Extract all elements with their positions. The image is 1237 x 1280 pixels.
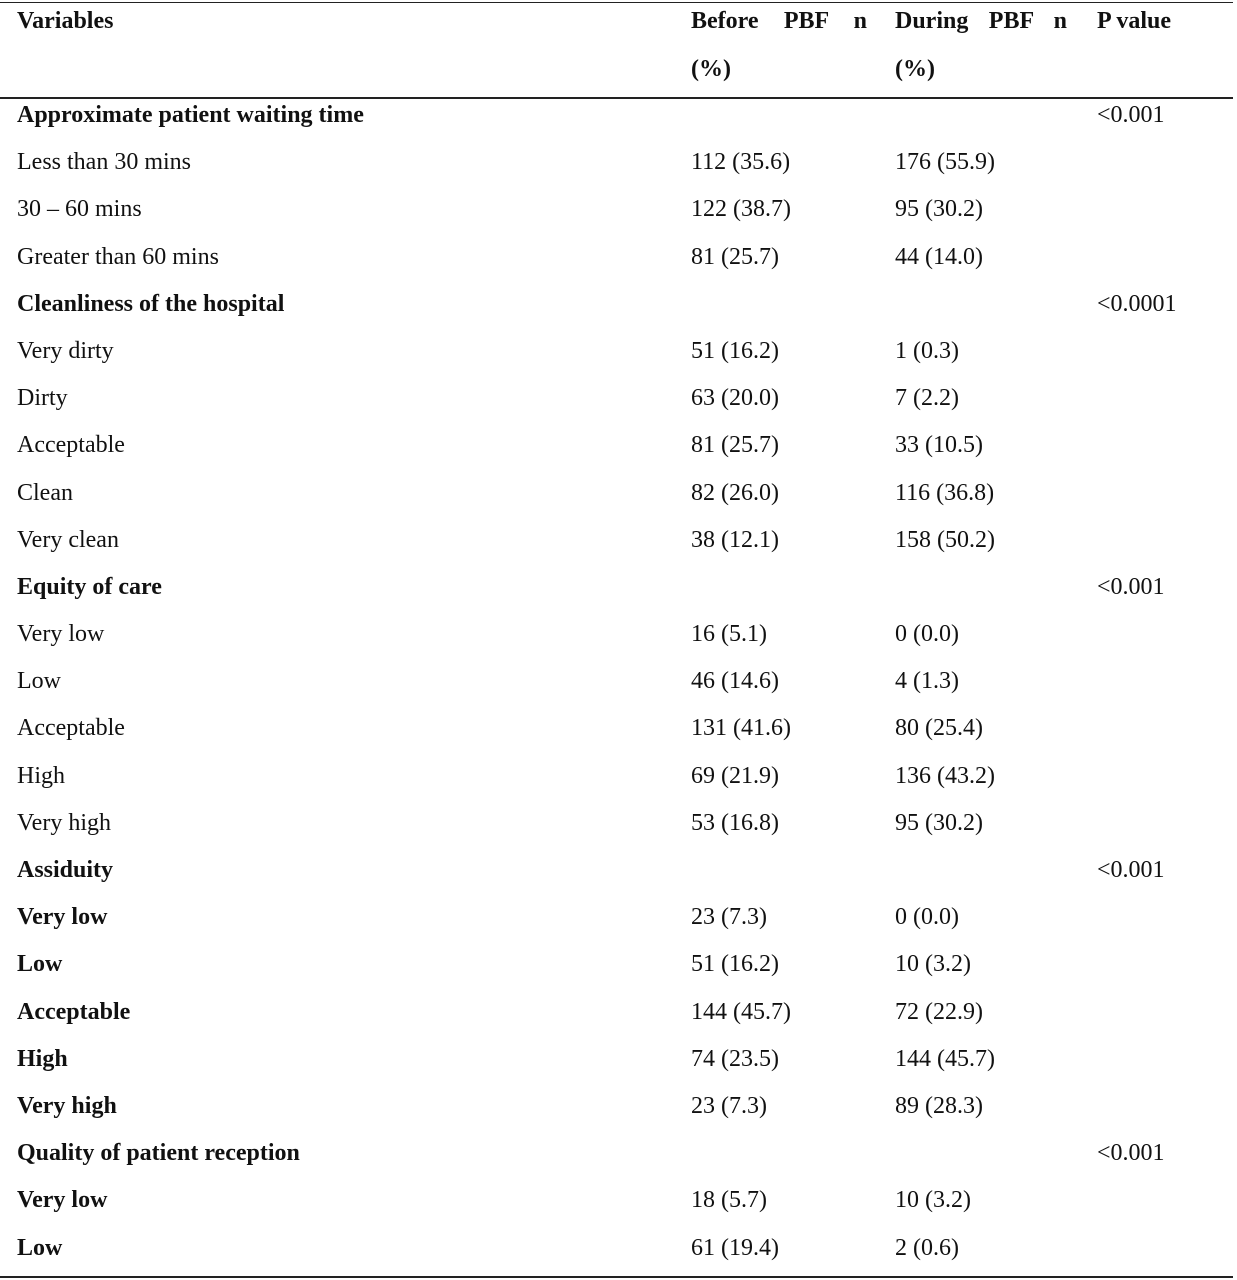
table-row [0,941,1237,988]
table-body [0,92,1237,1272]
row-during-pbf: 136 (43.2) [895,762,995,789]
table-row [0,1036,1237,1083]
table-row [0,1130,1237,1177]
row-during-pbf: 158 (50.2) [895,526,995,553]
row-variable: 30 – 60 mins [17,196,142,223]
row-during-pbf: 89 (28.3) [895,1092,983,1119]
header-before-pbf: Before PBF n [691,8,867,34]
row-before-pbf: 51 (16.2) [691,337,779,364]
row-before-pbf: 18 (5.7) [691,1187,767,1214]
table-row [0,328,1237,375]
table-row [0,186,1237,233]
table-header [0,0,1237,97]
row-during-pbf: 116 (36.8) [895,479,995,506]
header-variables: Variables [17,8,114,34]
table-row [0,611,1237,658]
row-variable: Very clean [17,526,119,553]
header-p-value: P value [1097,8,1172,34]
row-before-pbf: 51 (16.2) [691,951,779,978]
row-variable: Quality of patient reception [17,1140,300,1167]
row-variable: Dirty [17,385,68,412]
row-before-pbf: 112 (35.6) [691,149,791,176]
row-during-pbf: 33 (10.5) [895,432,983,459]
row-variable: Very high [17,1092,117,1119]
row-before-pbf: 61 (19.4) [691,1234,779,1261]
table-row [0,1083,1237,1130]
row-variable: High [17,1045,68,1072]
row-before-pbf: 69 (21.9) [691,762,779,789]
row-before-pbf: 63 (20.0) [691,385,779,412]
row-variable: Low [17,668,61,695]
table-row [0,470,1237,517]
row-variable: Approximate patient waiting time [17,102,364,128]
table-row [0,281,1237,328]
table-row [0,422,1237,469]
row-during-pbf: 4 (1.3) [895,668,959,695]
table-row [0,705,1237,752]
row-before-pbf: 122 (38.7) [691,196,791,223]
row-p-value: <0.001 [1097,1140,1165,1167]
row-during-pbf: 10 (3.2) [895,1187,971,1214]
row-before-pbf: 81 (25.7) [691,243,779,270]
row-variable: Acceptable [17,432,125,459]
row-variable: Clean [17,479,73,506]
row-during-pbf: 2 (0.6) [895,1234,959,1261]
row-before-pbf: 46 (14.6) [691,668,779,695]
row-before-pbf: 74 (23.5) [691,1045,779,1072]
table-row [0,1225,1237,1272]
header-during-pbf-unit: (%) [895,56,935,82]
row-p-value: <0.0001 [1097,290,1177,317]
row-during-pbf: 72 (22.9) [895,998,983,1025]
table-row [0,375,1237,422]
table-row [0,658,1237,705]
row-variable: Acceptable [17,715,125,742]
row-during-pbf: 176 (55.9) [895,149,995,176]
table-row [0,234,1237,281]
table-row [0,989,1237,1036]
row-variable: Assiduity [17,857,114,883]
table-bottom-rule [0,1276,1233,1278]
table-row [0,1177,1237,1224]
row-during-pbf: 80 (25.4) [895,715,983,742]
row-variable: High [17,762,65,789]
row-variable: Cleanliness of the hospital [17,290,285,317]
row-during-pbf: 95 (30.2) [895,196,983,223]
row-during-pbf: 95 (30.2) [895,809,983,836]
row-variable: Low [17,951,63,978]
header-before-pbf-unit: (%) [691,56,731,82]
row-before-pbf: 16 (5.1) [691,621,767,648]
header-during-pbf: During PBF n [895,8,1067,34]
table-row [0,139,1237,186]
row-before-pbf: 131 (41.6) [691,715,791,742]
row-during-pbf: 1 (0.3) [895,337,959,364]
row-p-value: <0.001 [1097,102,1165,128]
row-during-pbf: 0 (0.0) [895,904,959,931]
row-variable: Greater than 60 mins [17,243,219,270]
row-during-pbf: 10 (3.2) [895,951,971,978]
row-before-pbf: 53 (16.8) [691,809,779,836]
row-before-pbf: 82 (26.0) [691,479,779,506]
table-row [0,517,1237,564]
row-variable: Very low [17,904,108,931]
row-variable: Equity of care [17,573,162,600]
row-p-value: <0.001 [1097,857,1165,883]
table-row [0,92,1237,139]
row-before-pbf: 23 (7.3) [691,904,767,931]
table-row [0,753,1237,800]
row-variable: Very low [17,621,105,648]
table-row [0,847,1237,894]
row-p-value: <0.001 [1097,573,1165,600]
row-before-pbf: 23 (7.3) [691,1092,767,1119]
table-row [0,800,1237,847]
row-before-pbf: 144 (45.7) [691,998,791,1025]
row-variable: Low [17,1234,63,1261]
row-before-pbf: 38 (12.1) [691,526,779,553]
row-variable: Very high [17,809,111,836]
row-variable: Very low [17,1187,108,1214]
row-during-pbf: 0 (0.0) [895,621,959,648]
row-variable: Acceptable [17,998,131,1025]
row-during-pbf: 44 (14.0) [895,243,983,270]
row-before-pbf: 81 (25.7) [691,432,779,459]
table-row [0,894,1237,941]
row-variable: Less than 30 mins [17,149,191,176]
row-during-pbf: 144 (45.7) [895,1045,995,1072]
row-variable: Very dirty [17,337,114,364]
row-during-pbf: 7 (2.2) [895,385,959,412]
table-row [0,564,1237,611]
